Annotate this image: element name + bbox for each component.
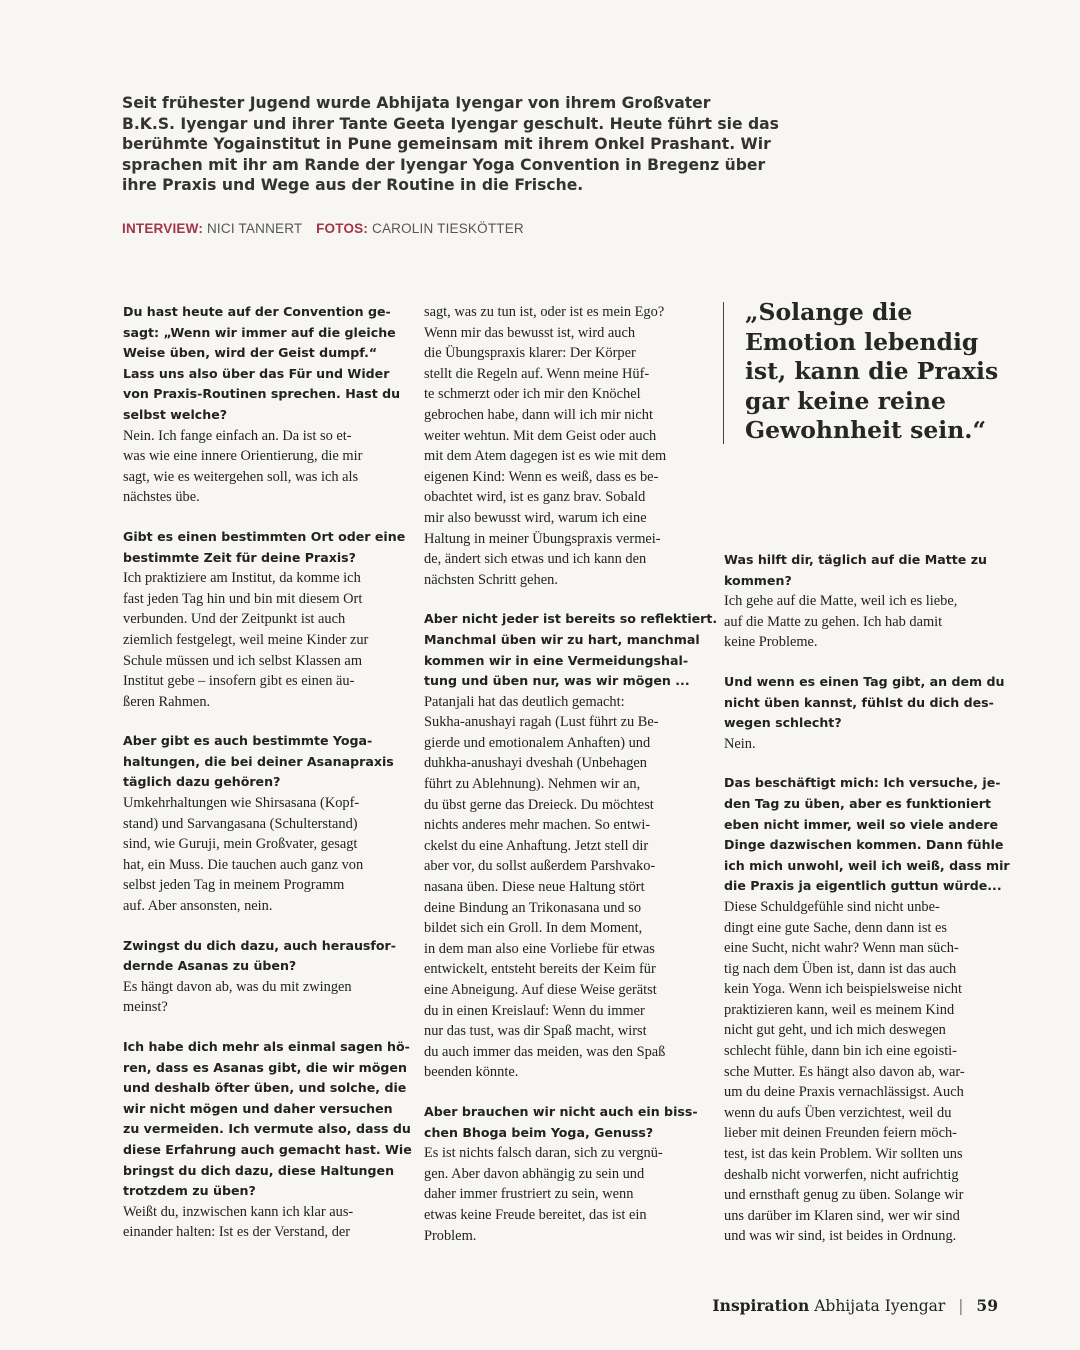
section-name: Inspiration — [712, 1296, 810, 1315]
interview-question — [123, 302, 403, 426]
answer-line: sind, wie Guruji, mein Großvater, gesagt — [123, 836, 358, 853]
answer-line: eigenen Kind: Wenn es weiß, dass es be- — [424, 468, 659, 485]
intro-line: B.K.S. Iyengar und ihrer Tante Geeta Iyengar geschult. Heute führt sie das — [122, 114, 779, 133]
question-line: Lass uns also über das Für und Wider — [123, 365, 390, 381]
text-column-3 — [724, 550, 1010, 1266]
answer-line: eine Abneigung. Auf diese Weise gerätst — [424, 982, 657, 998]
question-line: Manchmal üben wir zu hart, manchmal — [424, 631, 700, 647]
answer-line: einander halten: Ist es der Verstand, der — [123, 1224, 351, 1241]
question-line: ich mich unwohl, weil ich weiß, dass mir — [724, 857, 1010, 873]
answer-line: hat, ein Muss. Die tauchen auch ganz von — [123, 856, 364, 873]
interview-question — [424, 1102, 704, 1143]
answer-line: weiter wehtun. Mit dem Geist oder auch — [424, 427, 657, 444]
question-line: kommen? — [724, 572, 792, 588]
question-line: zu vermeiden. Ich vermute also, dass du — [123, 1121, 411, 1137]
question-line: dernde Asanas zu üben? — [123, 958, 297, 974]
qa-block — [724, 773, 1010, 1247]
question-line: kommen wir in eine Vermeidungshal- — [424, 652, 689, 668]
intro-text — [122, 93, 842, 196]
answer-line: sagt, was zu tun ist, oder ist es mein Ego? — [424, 304, 665, 320]
answer-line: deine Bindung an Trikonasana und so — [424, 899, 642, 916]
interview-answer — [724, 897, 1004, 1247]
qa-block — [123, 1037, 412, 1243]
answer-line: dingt eine gute Sache, denn dann ist es — [724, 919, 947, 936]
answer-line: mit dem Atem dagegen ist es wie mit dem — [424, 448, 667, 465]
question-line: Das beschäftigt mich: Ich versuche, je- — [724, 775, 1001, 791]
interview-answer — [724, 591, 1004, 653]
question-line: Du hast heute auf der Convention ge- — [123, 304, 391, 319]
answer-line: sagt, wie es weitergehen soll, was ich als — [123, 468, 359, 485]
text-column-2 — [424, 302, 718, 1265]
answer-line: eine Sucht, nicht wahr? Wenn man süch- — [724, 940, 959, 957]
answer-line: nasana üben. Diese neue Haltung stört — [424, 879, 645, 896]
answer-line: Nein. Ich fange einfach an. Da ist so et- — [123, 427, 352, 444]
answer-line: etwas keine Freude bereitet, das ist ein — [424, 1206, 647, 1223]
question-line: haltungen, die bei deiner Asanapraxis — [123, 753, 394, 769]
qa-block — [724, 672, 1004, 754]
question-line: ren, dass es Asanas gibt, die wir mögen — [123, 1059, 407, 1075]
qa-block — [123, 936, 403, 1018]
question-line: chen Bhoga beim Yoga, Genuss? — [424, 1124, 654, 1140]
answer-line: führt zu Ablehnung). Nehmen wir an, — [424, 776, 641, 793]
answer-line: Umkehrhaltungen wie Shirsasana (Kopf- — [123, 795, 360, 812]
answer-line: Ich gehe auf die Matte, weil ich es liebe, — [724, 593, 958, 610]
answer-line: nichts anderes mehr machen. So entwi- — [424, 817, 651, 834]
pull-quote-line: Gewohnheit sein.“ — [745, 416, 986, 444]
question-line: die Praxis ja eigentlich guttun würde... — [724, 878, 1002, 894]
answer-line: du in einen Kreislauf: Wenn du immer — [424, 1002, 645, 1019]
interview-question — [123, 936, 403, 977]
question-line: den Tag zu üben, aber es funktioniert — [724, 795, 992, 811]
answer-line: aber vor, du sollst außerdem Parshvako- — [424, 858, 656, 875]
intro-line: sprachen mit ihr am Rande der Iyengar Yoga Convention in Bregenz über — [122, 155, 766, 174]
intro-line: berühmte Yogainstitut in Pune gemeinsam mit ihrem Onkel Prashant. Wir — [122, 135, 771, 154]
question-line: tung und üben nur, was wir mögen ... — [424, 673, 690, 689]
interview-label: INTERVIEW: — [122, 221, 204, 236]
interview-answer — [724, 734, 1004, 755]
answer-line: Weißt du, inzwischen kann ich klar aus- — [123, 1203, 354, 1220]
question-line: trotzdem zu üben? — [123, 1183, 256, 1199]
question-line: eben nicht immer, weil so viele andere — [724, 816, 999, 832]
answer-line: auf. Aber ansonsten, nein. — [123, 898, 273, 915]
answer-line: selbst jeden Tag in meinem Programm — [123, 877, 345, 894]
pull-quote — [745, 298, 998, 446]
interview-answer — [123, 1202, 403, 1243]
answer-line: gebrochen habe, dann will ich mir nicht — [424, 406, 653, 423]
question-line: Aber nicht jeder ist bereits so reflektiert. — [424, 611, 718, 627]
footer-separator: | — [958, 1297, 964, 1315]
answer-line: meinst? — [123, 999, 168, 1016]
answer-line: gen. Aber davon abhängig zu sein und — [424, 1165, 645, 1182]
interview-question — [724, 773, 1010, 897]
answer-line: Haltung in meiner Übungspraxis vermei- — [424, 530, 661, 547]
question-line: Und wenn es einen Tag gibt, an dem du — [724, 673, 1005, 689]
answer-line: kein Yoga. Wenn ich beispielsweise nicht — [724, 981, 962, 998]
answer-line: in dem man also eine Vorliebe für etwas — [424, 940, 655, 957]
question-line: Zwingst du dich dazu, auch herausfor- — [123, 937, 396, 953]
answer-line: mir also bewusst wird, warum ich eine — [424, 509, 647, 526]
answer-line: entwickelt, entsteht bereits der Keim für — [424, 961, 656, 978]
question-line: und deshalb öfter üben, und solche, die — [123, 1080, 407, 1096]
qa-block — [724, 550, 1004, 653]
interviewer-name: NICI TANNERT — [206, 221, 303, 236]
question-line: täglich dazu gehören? — [123, 774, 281, 790]
answer-line: Wenn mir das bewusst ist, wird auch — [424, 324, 636, 341]
interview-answer — [123, 568, 403, 712]
interview-answer — [424, 302, 704, 590]
interview-question — [123, 1037, 412, 1202]
photographer-name: CAROLIN TIESKÖTTER — [372, 221, 524, 236]
question-line: Aber brauchen wir nicht auch ein biss- — [424, 1103, 698, 1119]
answer-line: und was wir sind, ist beides in Ordnung. — [724, 1228, 957, 1245]
answer-line: test, ist das kein Problem. Wir sollten uns — [724, 1146, 963, 1163]
interview-answer — [123, 793, 403, 917]
question-line: diese Erfahrung auch gemacht hast. Wie — [123, 1141, 412, 1157]
answer-line: du übst gerne das Dreieck. Du möchtest — [424, 796, 654, 813]
answer-line: uns darüber im Klaren sind, wer wir sind — [724, 1207, 960, 1224]
answer-line: Schule müssen und ich selbst Klassen am — [123, 652, 363, 669]
article-title: Abhijata Iyengar — [814, 1297, 946, 1315]
answer-line: te schmerzt oder ich mir den Knöchel — [424, 386, 641, 403]
answer-line: stellt die Regeln auf. Wenn meine Hüf- — [424, 365, 650, 382]
question-line: Was hilft dir, täglich auf die Matte zu — [724, 552, 988, 567]
answer-line: Nein. — [724, 735, 756, 752]
answer-line: was wie eine innere Orientierung, die mir — [123, 448, 363, 465]
answer-line: die Übungspraxis klarer: Der Körper — [424, 345, 636, 362]
answer-line: nächsten Schritt gehen. — [424, 571, 558, 588]
pull-quote-line: ist, kann die Praxis — [745, 357, 999, 385]
answer-line: ziemlich festgelegt, weil meine Kinder zur — [123, 631, 369, 648]
answer-line: Diese Schuldgefühle sind nicht unbe- — [724, 898, 940, 915]
text-column-1 — [123, 302, 412, 1262]
answer-line: praktizieren kann, weil es meinem Kind — [724, 1001, 955, 1018]
answer-line: lieber mit deinen Freunden feiern möch- — [724, 1125, 957, 1142]
question-line: bringst du dich dazu, diese Haltungen — [123, 1162, 395, 1178]
question-line: wegen schlecht? — [724, 715, 842, 731]
answer-line: wenn du aufs Üben verzichtest, weil du — [724, 1104, 952, 1121]
answer-line: keine Probleme. — [724, 634, 818, 651]
answer-line: nächstes übe. — [123, 489, 200, 506]
answer-line: Es ist nichts falsch daran, sich zu vergnü- — [424, 1145, 663, 1162]
answer-line: obachtet wird, ist es ganz brav. Sobald — [424, 489, 646, 506]
qa-block — [123, 731, 403, 916]
interview-question — [724, 672, 1004, 734]
answer-line: Sukha-anushayi ragah (Lust führt zu Be- — [424, 714, 659, 731]
intro-line: ihre Praxis und Wege aus der Routine in die Frische. — [122, 176, 584, 195]
interview-question — [424, 609, 718, 691]
qa-block — [424, 302, 704, 590]
answer-line: verbunden. Und der Zeitpunkt ist auch — [123, 611, 346, 628]
question-line: Weise üben, wird der Geist dumpf.“ — [123, 345, 378, 361]
answer-line: und ernsthaft genug zu üben. Solange wir — [724, 1187, 964, 1204]
answer-line: Problem. — [424, 1227, 477, 1244]
answer-line: duhkha-anushayi dveshah (Unbehagen — [424, 755, 647, 772]
answer-line: ßeren Rahmen. — [123, 693, 211, 710]
answer-line: Patanjali hat das deutlich gemacht: — [424, 693, 625, 710]
photos-label: FOTOS: — [316, 221, 369, 236]
page-number: 59 — [976, 1296, 998, 1315]
qa-block — [424, 609, 718, 1083]
answer-line: fast jeden Tag hin und bin mit diesem Ort — [123, 590, 363, 607]
answer-line: Es hängt davon ab, was du mit zwingen — [123, 978, 352, 995]
pull-quote-line: „Solange die — [745, 298, 913, 326]
answer-line: auf die Matte zu gehen. Ich hab damit — [724, 613, 943, 630]
interview-answer — [123, 977, 403, 1018]
answer-line: deshalb nicht vorwerfen, nicht aufrichtig — [724, 1166, 959, 1183]
qa-block — [123, 527, 406, 712]
answer-line: nur das tust, was dir Spaß macht, wirst — [424, 1023, 647, 1040]
answer-line: sche Mutter. Es hängt also davon ab, war- — [724, 1063, 965, 1080]
byline — [122, 221, 524, 236]
pull-quote-rule — [723, 302, 724, 444]
answer-line: daher immer frustriert zu sein, wenn — [424, 1186, 634, 1203]
interview-question — [724, 550, 1004, 591]
answer-line: nicht gut geht, und ich mich deswegen — [724, 1022, 946, 1039]
answer-line: schlecht fühle, dann bin ich eine egoisti- — [724, 1043, 957, 1060]
question-line: bestimmte Zeit für deine Praxis? — [123, 549, 356, 565]
interview-answer — [424, 692, 704, 1083]
answer-line: beenden könnte. — [424, 1064, 519, 1081]
intro-line: Seit frühester Jugend wurde Abhijata Iyengar von ihrem Großvater — [122, 94, 711, 112]
question-line: sagt: „Wenn wir immer auf die gleiche — [123, 324, 396, 340]
question-line: von Praxis-Routinen sprechen. Hast du — [123, 386, 401, 402]
question-line: Dinge dazwischen kommen. Dann fühle — [724, 837, 1004, 853]
interview-question — [123, 527, 406, 568]
answer-line: du auch immer das meiden, was den Spaß — [424, 1043, 666, 1060]
question-line: wir nicht mögen und daher versuchen — [123, 1100, 393, 1116]
pull-quote-line: gar keine reine — [745, 386, 946, 415]
answer-line: tig nach dem Üben ist, dann ist das auch — [724, 960, 957, 977]
answer-line: ckelst du eine Anhaftung. Jetzt stell dir — [424, 837, 649, 854]
answer-line: bildet sich ein Groll. In dem Moment, — [424, 920, 643, 937]
question-line: Gibt es einen bestimmten Ort oder eine — [123, 528, 406, 544]
answer-line: stand) und Sarvangasana (Schulterstand) — [123, 815, 358, 832]
question-line: Ich habe dich mehr als einmal sagen hö- — [123, 1039, 410, 1054]
question-line: nicht üben kannst, fühlst du dich des- — [724, 694, 994, 710]
answer-line: Institut gebe – insofern gibt es einen äu- — [123, 673, 355, 690]
qa-block — [123, 302, 403, 508]
answer-line: de, ändert sich etwas und ich kann den — [424, 551, 647, 568]
pull-quote-line: Emotion lebendig — [745, 327, 979, 356]
answer-line: Ich praktiziere am Institut, da komme ich — [123, 570, 361, 587]
page-footer — [712, 1296, 998, 1315]
interview-question — [123, 731, 403, 793]
qa-block — [424, 1102, 704, 1246]
question-line: Aber gibt es auch bestimmte Yoga- — [123, 733, 373, 749]
interview-answer — [424, 1143, 704, 1246]
answer-line: um du deine Praxis vernachlässigst. Auch — [724, 1084, 964, 1101]
answer-line: gierde und emotionalem Anhaften) und — [424, 734, 651, 751]
question-line: selbst welche? — [123, 406, 228, 422]
interview-answer — [123, 426, 403, 508]
